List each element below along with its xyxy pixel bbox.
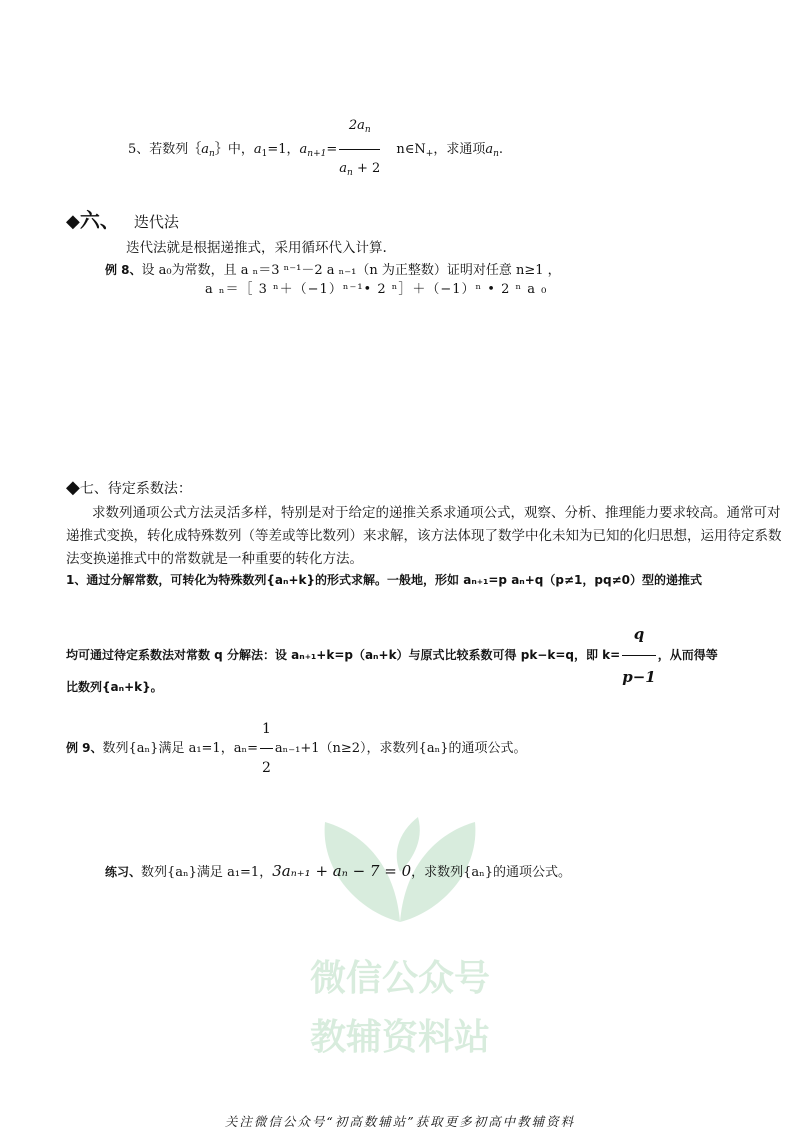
exercise: 练习、数列{aₙ}满足 a₁=1，3aₙ₊₁ + aₙ − 7 = 0，求数列{aₙ}的通项公式。 (105, 862, 572, 880)
method-1-line-1: 1、通过分解常数，可转化为特殊数列{aₙ+k}的形式求解。一般地，形如 aₙ₊₁=p aₙ+q（p≠1，pq≠0）型的递推式 (66, 573, 702, 587)
example-9: 例 9、数列{aₙ}满足 a₁=1，aₙ= $\frac{1}{2}$ aₙ₋₁+1（n≥2），求数列{aₙ}的通项公式。 (66, 711, 526, 747)
section-7-paragraph: 求数列通项公式方法灵活多样，特别是对于给定的递推关系求通项公式，观察、分析、推理能力要求较高。通常可对递推式变换，转化成特殊数列（等差或等比数列）来求解，该方法体现了数学中化未知为已知的化归思想，运用待定系数法变换递推式中的常数就是一种重要的转化方法。 (66, 505, 782, 567)
section-6-title: 迭代法 (133, 213, 179, 231)
method-1-line-2: 均可通过待定系数法对常数 q 分解法：设 aₙ₊₁+k=p（aₙ+k）与原式比较系数可得 pk−k=q，即 k= $\frac{q}{p-1}$ ，从而得等 (66, 614, 718, 654)
method-1-line-3: 比数列{aₙ+k}。 (66, 680, 163, 694)
footer-note: 关注微信公众号“初高数辅站”获取更多初高中教辅资料 (224, 1114, 576, 1129)
problem-5-prefix: 5、若数列｛ (128, 142, 202, 157)
diamond-icon: ◆ (66, 211, 80, 232)
exercise-formula: 3aₙ₊₁ + aₙ − 7 = 0 (272, 862, 412, 880)
example-8-formula: a ₙ＝［ 3 ⁿ＋（−1）ⁿ⁻¹• 2 ⁿ］＋（−1）ⁿ • 2 ⁿ a ₀ (205, 282, 548, 297)
watermark-line-1: 微信公众号 (309, 958, 490, 999)
example-9-label: 例 9、 (66, 741, 103, 755)
section-6-number: 六、 (79, 208, 120, 232)
diamond-icon: ◆ (66, 477, 80, 498)
watermark (300, 812, 500, 1062)
section-7-title: 七、待定系数法： (79, 481, 192, 497)
half-fraction: $\frac{1}{2}$ (260, 711, 273, 786)
recurrence-fraction: $\frac{2a_n}{a_n + 2}$ (339, 108, 380, 191)
example-8-label: 例 8、 (105, 263, 142, 277)
k-fraction: $\frac{q}{p-1}$ (622, 614, 656, 697)
example-8-text: 设 a₀为常数，且 a ₙ＝3 ⁿ⁻¹－2 a ₙ₋₁（n 为正整数）证明对任意 n≥1 ， (141, 263, 561, 278)
section-6-intro: 迭代法就是根据递推式，采用循环代入计算. (126, 240, 387, 256)
exercise-label: 练习、 (105, 865, 142, 879)
watermark-line-2: 教辅资料站 (309, 1017, 490, 1058)
section-6-heading (66, 204, 179, 233)
problem-5: 5、若数列$\{a_n\}$中，$a_1=1$，$a_{n+1}=$ $\frac{2a_n}{a_n + 2}$ $n\in N_+$，求通项$a_n$. (128, 108, 503, 144)
example-8 (105, 259, 561, 278)
section-7-heading (66, 477, 192, 498)
